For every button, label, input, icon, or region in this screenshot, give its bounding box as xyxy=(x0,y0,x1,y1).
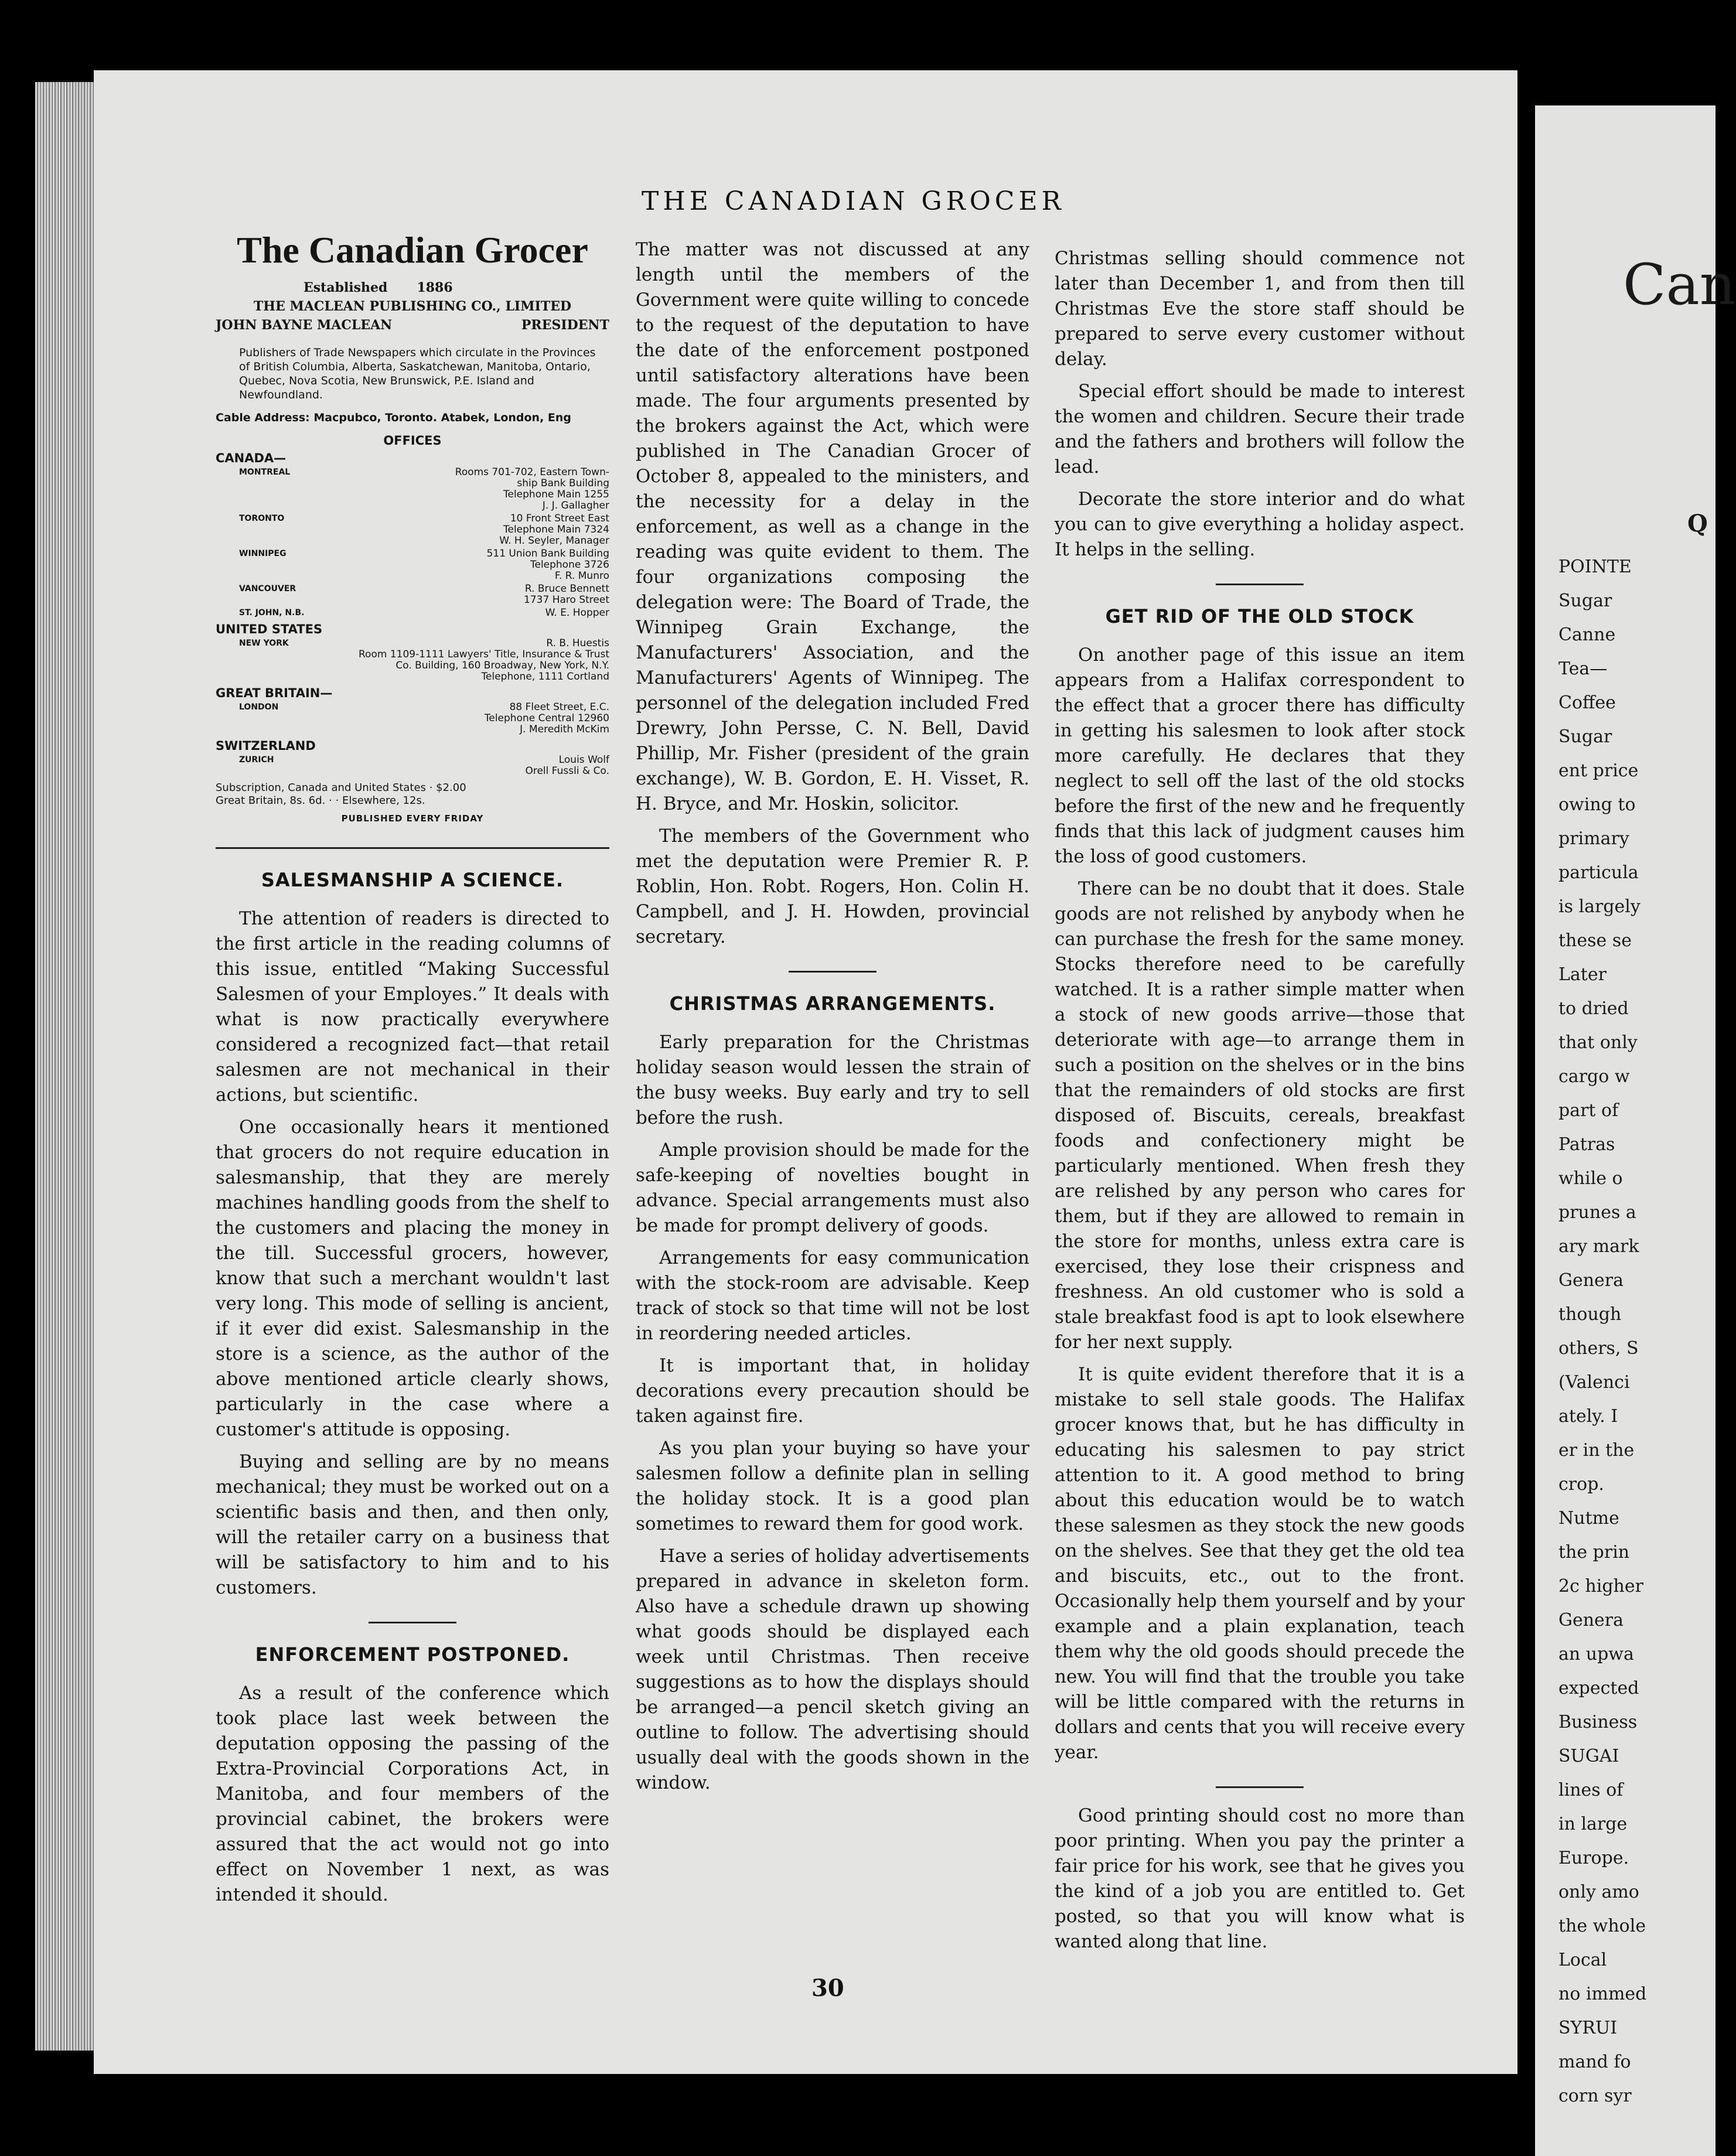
article-paragraph: As a result of the conference which took place last week between the deputation opposing the passing of the Extra-Provincial Corporations Act, in Manitoba, and four members of the provincial cabinet, the brokers were assured that the act would not go into effect on November 1 next, as was intended it should. xyxy=(216,1683,609,1905)
masthead xyxy=(216,228,609,824)
cable-address: Cable Address: Macpubco, Toronto. Atabek, London, Eng xyxy=(216,411,572,424)
next-page-fragment: Later xyxy=(1558,964,1607,985)
office-address-line: Telephone Central 12960 xyxy=(484,712,609,724)
divider xyxy=(216,847,609,849)
next-page-fragment: ent price xyxy=(1558,760,1639,781)
masthead-title: The Canadian Grocer xyxy=(237,229,588,271)
next-page-fragment: Can xyxy=(1623,252,1736,318)
next-page-fragment: prunes a xyxy=(1558,1202,1636,1223)
article-paragraph: Buying and selling are by no means mechanical; they must be worked out on a scientific basis and then, and then only, will the retailer carry on a business that will be satisfactory to him and to his customers. xyxy=(216,1451,609,1598)
next-page-fragment: Sugar xyxy=(1558,591,1612,611)
office-region: SWITZERLAND xyxy=(216,739,316,753)
office-address xyxy=(350,608,609,619)
office-address-line: R. B. Huestis xyxy=(546,637,609,649)
office-address xyxy=(350,584,609,606)
office-entry xyxy=(216,608,609,619)
next-page-fragment: in large xyxy=(1558,1814,1628,1834)
office-address-line: Telephone Main 1255 xyxy=(503,489,609,500)
next-page-fragment: Q xyxy=(1687,510,1708,537)
article-paragraph: Good printing should cost no more than poor printing. When you pay the printer a fair price for his work, see that he gives you the kind of a job you are entitled to. Get posted, so that you will know what is wanted along that line. xyxy=(1055,1805,1465,1952)
publishers-text: Publishers of Trade Newspapers which circulate in the Provinces of British Columbia, Alberta, Saskatchewan, Manitoba, Ontario, Quebec, Nova Scotia, New Brunswick, P.E. Island and Newfoundland. xyxy=(239,346,596,401)
page-number: 30 xyxy=(811,1974,844,2002)
office-address-line: 88 Fleet Street, E.C. xyxy=(509,701,609,713)
established-row xyxy=(216,280,609,295)
next-page-fragment: Sugar xyxy=(1558,726,1612,747)
article-paragraph: The matter was not discussed at any length until the members of the Government were quite willing to concede to the request of the deputation to have the date of the enforcement postponed until satisfactory alterations have been made. The four arguments presented by the brokers against the Act, which were published in The Canadian Grocer of October 8, appealed to the ministers, and the necessity for a delay in the enforcement, as well as a change in the reading was quite evident to them. The four organizations composing the delegation were: The Board of Trade, the Winnipeg Grain Exchange, the Manufacturers' Association, and the Manufacturers' Agents of Winnipeg. The personnel of the delegation included Fred Drewry, John Persse, C. N. Bell, David Phillip, Mr. Fisher (president of the grain exchange), W. B. Gordon, E. H. Visset, R. H. Bryce, and Mr. Hoskin, solicitor. xyxy=(636,239,1029,814)
office-city: MONTREAL xyxy=(239,468,291,477)
president-title: PRESIDENT xyxy=(521,318,609,333)
office-address-line: Telephone 3726 xyxy=(530,559,609,571)
next-page-fragment: to dried xyxy=(1558,998,1629,1019)
office-address xyxy=(350,513,609,547)
office-entry xyxy=(216,584,609,606)
office-address-line: Co. Building, 160 Broadway, New York, N.Y. xyxy=(395,660,609,671)
office-entry xyxy=(216,638,609,683)
office-address xyxy=(350,548,609,582)
next-page-fragment: owing to xyxy=(1558,794,1636,815)
office-region: GREAT BRITAIN— xyxy=(216,686,333,700)
divider xyxy=(1216,584,1304,585)
next-page-fragment: lines of xyxy=(1558,1780,1624,1800)
article-printing xyxy=(1055,1803,1465,1954)
article-paragraph: Arrangements for easy communication with the stock-room are advisable. Keep track of stock so that time will not be lost in reordering needed articles. xyxy=(636,1247,1029,1344)
article-heading: SALESMANSHIP A SCIENCE. xyxy=(261,869,564,891)
adjacent-page xyxy=(1535,105,1736,2156)
offices-heading: OFFICES xyxy=(383,434,442,448)
established-label: Established xyxy=(303,280,388,295)
next-page-fragment: SYRUI xyxy=(1558,2018,1618,2038)
president-row xyxy=(216,318,609,333)
column-1 xyxy=(216,228,609,1915)
article-body xyxy=(636,1030,1029,1796)
office-address-line: R. Bruce Bennett xyxy=(524,583,609,595)
article-heading: GET RID OF THE OLD STOCK xyxy=(1105,605,1414,627)
office-address-line: W. H. Seyler, Manager xyxy=(499,535,609,547)
column-3 xyxy=(1055,246,1465,1961)
next-page-fragment: an upwa xyxy=(1558,1644,1634,1664)
office-city: ST. JOHN, N.B. xyxy=(239,608,305,618)
next-page-fragment: while o xyxy=(1558,1168,1623,1189)
next-page-fragment: corn syr xyxy=(1558,2086,1632,2106)
next-page-fragment: Genera xyxy=(1558,1270,1624,1291)
office-address-line: W. E. Hopper xyxy=(545,607,609,619)
article-paragraph: It is important that, in holiday decorations every precaution should be taken against fire. xyxy=(636,1355,1029,1427)
office-address xyxy=(350,638,609,683)
office-region: UNITED STATES xyxy=(216,622,323,636)
divider xyxy=(369,1622,456,1623)
office-city: VANCOUVER xyxy=(239,584,296,593)
next-page-fragment: only amo xyxy=(1558,1882,1639,1902)
next-page-fragment: Nutme xyxy=(1558,1508,1619,1529)
office-entry xyxy=(216,467,609,511)
next-page-fragment: part of xyxy=(1558,1100,1619,1121)
office-city: ZURICH xyxy=(239,755,274,765)
office-city: WINNIPEG xyxy=(239,549,287,558)
next-page-fragment: no immed xyxy=(1558,1984,1647,2004)
article-christmas xyxy=(636,992,1029,1796)
next-page-fragment: particula xyxy=(1558,862,1639,883)
next-page-fragment: Local xyxy=(1558,1950,1607,1970)
divider xyxy=(1216,1786,1304,1788)
next-page-fragment: er in the xyxy=(1558,1440,1635,1461)
office-address xyxy=(350,467,609,511)
office-address-line: ship Bank Building xyxy=(517,477,609,489)
office-address-line: Rooms 701-702, Eastern Town- xyxy=(455,466,609,478)
next-page-fragment: is largely xyxy=(1558,896,1640,917)
next-page-fragment: expected xyxy=(1558,1678,1639,1698)
article-paragraph: Have a series of holiday advertisements prepared in advance in skeleton form. Also have a schedule drawn up showing what goods should be displayed each week until Christmas. Then receive suggestions as to how the displays should be arranged—a pencil sketch giving an outline to follow. The advertising should usually deal with the goods shown in the window. xyxy=(636,1546,1029,1793)
article-paragraph: There can be no doubt that it does. Stale goods are not relished by anybody when he can purchase the fresh for the same money. Stocks therefore need to be carefully watched. It is a rather simple matter when a stock of new goods arrive—those that deteriorate with age—to arrange them in such a position on the shelves or in the bins that the remainders of old stocks are first disposed of. Biscuits, cereals, breakfast foods and confectionery might be particularly mentioned. When fresh they are relished by any person who cares for them, but if they are allowed to remain in the store for months, unless extra care is exercised, they lose their crispness and freshness. An old customer who is sold a stale breakfast food is apt to look elsewhere for her next supply. xyxy=(1055,878,1465,1353)
next-page-fragment: (Valenci xyxy=(1558,1372,1630,1393)
subscription-line: Great Britain, 8s. 6d. · · Elsewhere, 12s. xyxy=(216,794,425,807)
divider xyxy=(789,971,876,973)
president-name: JOHN BAYNE MACLEAN xyxy=(216,318,393,333)
article-paragraph: As you plan your buying so have your salesmen follow a definite plan in selling the holiday stock. It is a good plan sometimes to reward them for good work. xyxy=(636,1438,1029,1534)
article-heading: CHRISTMAS ARRANGEMENTS. xyxy=(669,992,996,1015)
office-address-line: J. Meredith McKim xyxy=(520,724,609,735)
article-body xyxy=(1055,643,1465,1765)
article-paragraph: Decorate the store interior and do what you can to give everything a holiday aspect. It helps in the selling. xyxy=(1055,489,1465,560)
office-address-line: F. R. Munro xyxy=(554,570,609,582)
next-page-fragment: primary xyxy=(1558,828,1629,849)
office-address-line: 1737 Haro Street xyxy=(524,594,609,606)
office-address-line: Telephone Main 7324 xyxy=(503,524,609,535)
article-paragraph: Christmas selling should commence not later than December 1, and from then till Christmas Eve the store staff should be prepared to serve every customer without delay. xyxy=(1055,248,1465,370)
next-page-fragment: Business xyxy=(1558,1712,1638,1732)
running-head: THE CANADIAN GROCER xyxy=(642,186,1065,216)
next-page-fragment: Canne xyxy=(1558,625,1616,645)
office-address-line: 511 Union Bank Building xyxy=(486,548,609,560)
office-address xyxy=(350,702,609,735)
subscription-info xyxy=(216,782,609,807)
next-page-fragment: Europe. xyxy=(1558,1848,1629,1868)
established-year: 1886 xyxy=(417,280,453,295)
published-every-friday: PUBLISHED EVERY FRIDAY xyxy=(341,813,484,824)
office-address-line: Room 1109-1111 Lawyers' Title, Insurance & Trust xyxy=(359,649,609,660)
office-entry xyxy=(216,513,609,547)
article-old-stock xyxy=(1055,605,1465,1765)
next-page-fragment: cargo w xyxy=(1558,1066,1630,1087)
next-page-fragment: SUGAI xyxy=(1558,1746,1619,1766)
office-city: TORONTO xyxy=(239,514,285,523)
next-page-fragment: ately. I xyxy=(1558,1406,1618,1427)
next-page-fragment: the prin xyxy=(1558,1542,1630,1563)
article-paragraph: It is quite evident therefore that it is a mistake to sell stale goods. The Halifax grocer knows that, but he has difficulty in educating his salesmen to pay strict attention to it. A good method to bring about this education would be to watch these salesmen as they stock the new goods on the shelves. See that they get the old tea and biscuits, etc., out to the front. Occasionally help them yourself and by your example and a plain explanation, teach them why the old goods should precede the new. You will find that the trouble you take will be little compared with the returns in dollars and cents that you will receive every year. xyxy=(1055,1364,1465,1763)
office-address-line: J. J. Gallagher xyxy=(542,500,609,511)
article-paragraph: The attention of readers is directed to the first article in the reading columns of this issue, entitled “Making Successful Salesmen of your Employes.” It deals with what is now practically everywhere considered a recognized fact—that retail salesmen are not mechanical in their actions, but scientific. xyxy=(216,908,609,1106)
next-page-fragment: others, S xyxy=(1558,1338,1639,1359)
office-address-line: Louis Wolf xyxy=(558,754,609,766)
article-paragraph: Special effort should be made to interest the women and children. Secure their trade and the fathers and brothers will follow the lead. xyxy=(1055,381,1465,477)
article-paragraph: Ample provision should be made for the safe-keeping of novelties bought in advance. Special arrangements must also be made for prompt delivery of goods. xyxy=(636,1140,1029,1236)
next-page-fragment: though xyxy=(1558,1304,1622,1325)
company-name: THE MACLEAN PUBLISHING CO., LIMITED xyxy=(253,299,572,314)
next-page-fragment: Tea— xyxy=(1558,659,1608,679)
article-enforcement xyxy=(216,1643,609,1908)
offices-list xyxy=(216,451,609,777)
next-page-fragment: the whole xyxy=(1558,1916,1646,1936)
office-region: CANADA— xyxy=(216,451,287,465)
office-address-line: Orell Fussli & Co. xyxy=(525,765,609,777)
article-body xyxy=(216,906,609,1601)
office-entry xyxy=(216,548,609,582)
office-entry xyxy=(216,755,609,777)
office-address xyxy=(350,755,609,777)
office-address-line: 10 Front Street East xyxy=(510,513,609,524)
office-city: NEW YORK xyxy=(239,639,289,648)
article-paragraph: Early preparation for the Christmas holiday season would lessen the strain of the busy weeks. Buy early and try to sell before the rush. xyxy=(636,1032,1029,1128)
next-page-fragment: that only xyxy=(1558,1032,1638,1053)
next-page-fragment: Patras xyxy=(1558,1134,1615,1155)
next-page-fragment: these se xyxy=(1558,930,1632,951)
article-heading: ENFORCEMENT POSTPONED. xyxy=(255,1643,570,1666)
article-paragraph: On another page of this issue an item appears from a Halifax correspondent to the effect that a grocer there has difficulty in getting his salesmen to look after stock more carefully. He declares that they neglect to sell off the last of the old stocks before the first of the new and he frequently finds that this lack of judgment causes him the loss of good customers. xyxy=(1055,644,1465,867)
next-page-fragment: POINTE xyxy=(1558,557,1632,577)
next-page-fragment: 2c higher xyxy=(1558,1576,1643,1596)
next-page-fragment: ary mark xyxy=(1558,1236,1639,1257)
office-address-line: Telephone, 1111 Cortland xyxy=(481,671,609,683)
article-paragraph: One occasionally hears it mentioned that grocers do not require education in salesmanship, that they are merely machines handling goods from the shelf to the customers and placing the money in the till. Successful grocers, however, know that such a merchant wouldn't last very long. This mode of selling is ancient, if it ever did exist. Salesmanship in the store is a science, as the author of the above mentioned article clearly shows, particularly in the case where a customer's attitude is opposing. xyxy=(216,1117,609,1440)
office-entry xyxy=(216,702,609,735)
office-city: LONDON xyxy=(239,702,279,712)
book-spine xyxy=(35,82,100,2051)
article-body-continued xyxy=(1055,246,1465,562)
next-page-fragment: crop. xyxy=(1558,1474,1604,1495)
article-paragraph: The members of the Government who met the deputation were Premier R. P. Roblin, Hon. Robt. Rogers, Hon. Colin H. Campbell, and J. H. Howden, provincial secretary. xyxy=(636,825,1029,947)
article-salesmanship xyxy=(216,869,609,1601)
next-page-fragment: Coffee xyxy=(1558,692,1616,713)
next-page-fragment: Genera xyxy=(1558,1610,1624,1630)
subscription-line: Subscription, Canada and United States · $2.00 xyxy=(216,782,466,794)
column-2 xyxy=(636,237,1029,1803)
next-page-fragment: mand fo xyxy=(1558,2052,1631,2072)
